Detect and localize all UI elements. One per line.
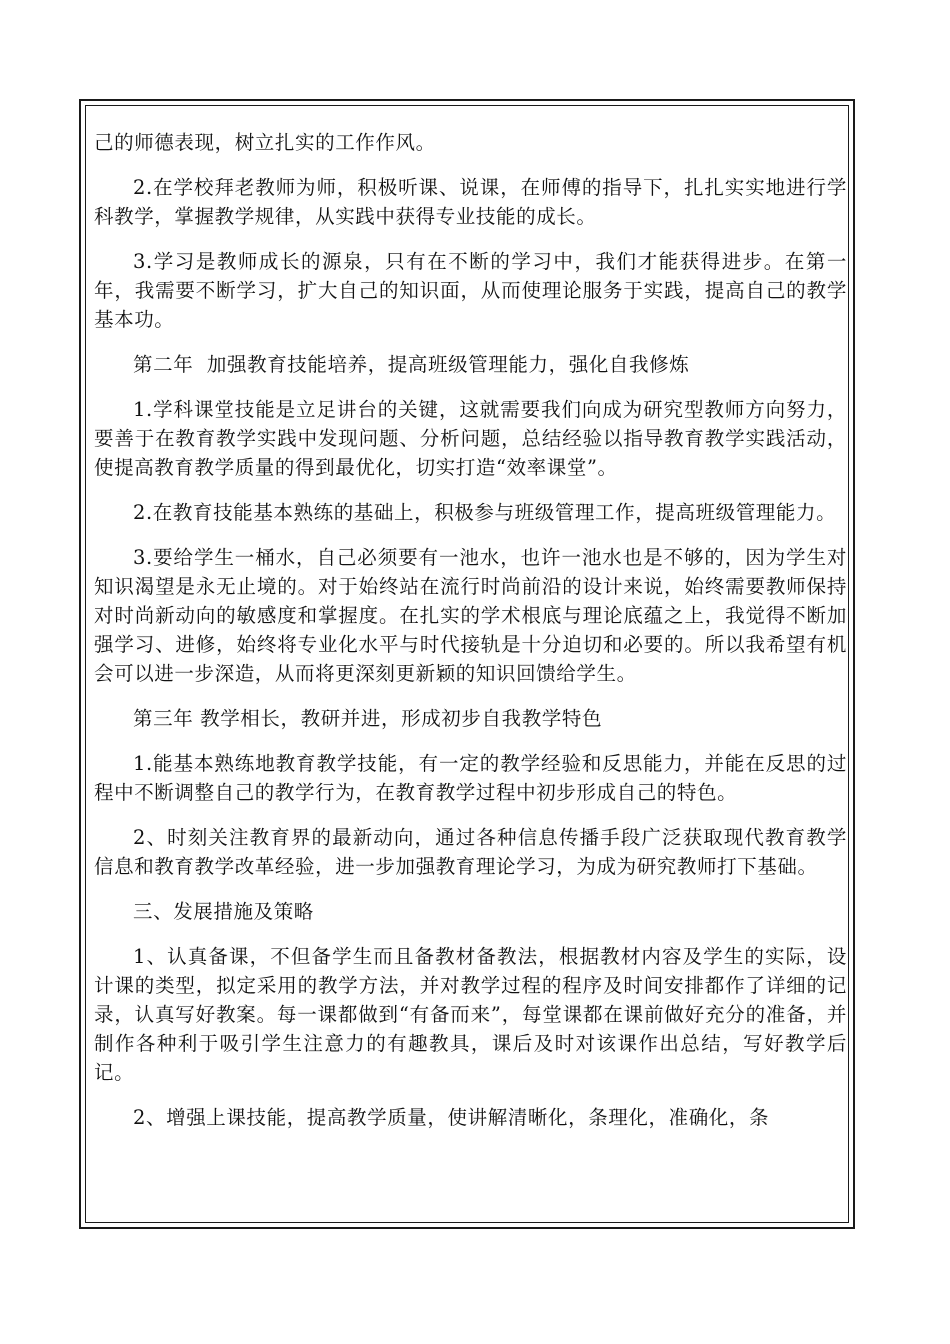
paragraph-year1-item3: 3.学习是教师成长的源泉，只有在不断的学习中，我们才能获得进步。在第一年，我需要不断学习，扩大自己的知识面，从而使理论服务于实践，提高自己的教学基本功。 (94, 250, 847, 331)
paragraph-year2-item3: 3.要给学生一桶水，自己必须要有一池水，也许一池水也是不够的，因为学生对知识渴望是永无止境的。对于始终站在流行时尚前沿的设计来说，始终需要教师保持对时尚新动向的敏感度和掌握度。在扎实的学术根底与理论底蕴之上，我觉得不断加强学习、进修，始终将专业化水平与时代接轨是十分迫切和必要的。所以我希望有机会可以进一步深造，从而将更深刻更新颖的知识回馈给学生。 (94, 546, 847, 685)
paragraph-year2-item1: 1.学科课堂技能是立足讲台的关键，这就需要我们向成为研究型教师方向努力，要善于在教育教学实践中发现问题、分析问题，总结经验以指导教育教学实践活动，使提高教育教学质量的得到最优化，切实打造“效率课堂”。 (94, 398, 847, 479)
document-inner-frame (85, 105, 849, 1223)
document-frame (79, 99, 855, 1229)
paragraph-year3-item2: 2、时刻关注教育界的最新动向，通过各种信息传播手段广泛获取现代教育教学信息和教育教学改革经验，进一步加强教育理论学习，为成为研究教师打下基础。 (94, 826, 847, 878)
paragraph-measure-item1: 1、认真备课，不但备学生而且备教材备教法，根据教材内容及学生的实际，设计课的类型，拟定采用的教学方法，并对教学过程的程序及时间安排都作了详细的记录，认真写好教案。每一课都做到“有备而来”，每堂课都在课前做好充分的准备，并制作各种利于吸引学生注意力的有趣教具，课后及时对该课作出总结，写好教学后记。 (94, 945, 847, 1084)
paragraph-measure-item2: 2、增强上课技能，提高教学质量，使讲解清晰化，条理化，准确化，条 (133, 1106, 770, 1129)
paragraph-year2-item2: 2.在教育技能基本熟练的基础上，积极参与班级管理工作，提高班级管理能力。 (133, 501, 837, 524)
paragraph-year3-item1: 1.能基本熟练地教育教学技能，有一定的教学经验和反思能力，并能在反思的过程中不断调整自己的教学行为，在教育教学过程中初步形成自己的特色。 (94, 752, 847, 804)
heading-section3: 三、发展措施及策略 (133, 900, 314, 923)
heading-year2: 第二年 加强教育技能培养，提高班级管理能力，强化自我修炼 (133, 353, 690, 376)
heading-year3: 第三年 教学相长，教研并进，形成初步自我教学特色 (133, 707, 603, 730)
paragraph-continuation: 己的师德表现，树立扎实的工作作风。 (94, 131, 436, 154)
document-body (94, 128, 847, 1148)
paragraph-year1-item2: 2.在学校拜老教师为师，积极听课、说课，在师傅的指导下，扎扎实实地进行学科教学，掌握教学规律，从实践中获得专业技能的成长。 (94, 176, 847, 228)
